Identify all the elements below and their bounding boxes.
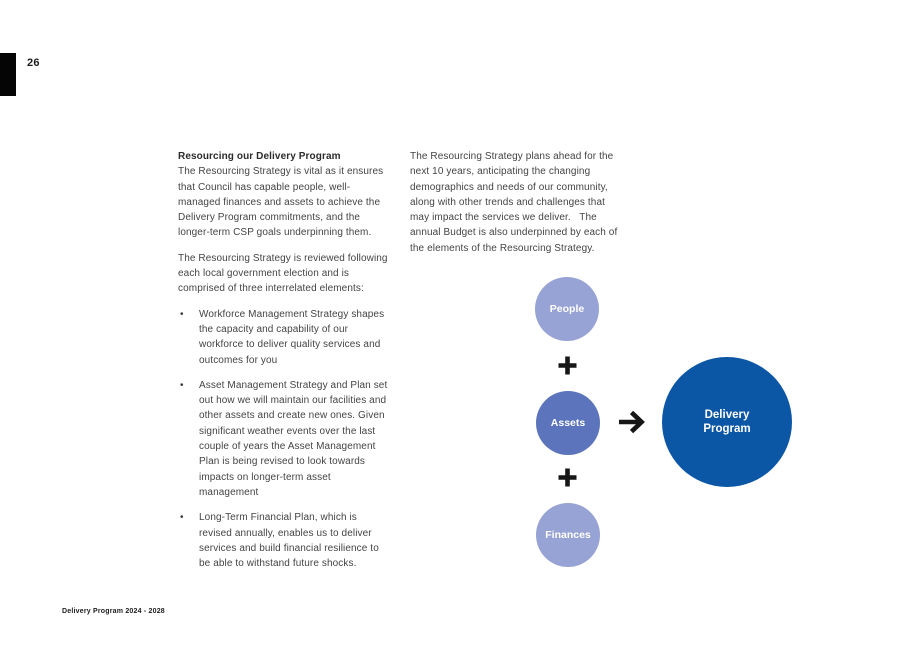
delivery-program-circle-label: Delivery Program: [703, 409, 751, 435]
paragraph: The Resourcing Strategy plans ahead for the next 10 years, anticipating the changing demographics and needs of our community, along with other trends and challenges that may impact the services we deliver. The annual Budget is also underpinned by each of the elements of the Resourcing Strategy.: [410, 151, 621, 254]
section-heading: Resourcing our Delivery Program: [178, 151, 341, 162]
right-text-column: [410, 149, 623, 266]
assets-circle-label: Assets: [550, 417, 586, 429]
page-number: 26: [27, 57, 40, 69]
paragraph: The Resourcing Strategy is reviewed following each local government election and is comprised of three interrelated elements:: [178, 252, 388, 295]
arrow-right-icon: [618, 410, 645, 439]
people-circle-label: People: [549, 303, 585, 315]
plus-icon: [557, 355, 578, 381]
section-edge-tab: [0, 53, 16, 96]
bullet-item-workforce: • Workforce Management Strategy shapes the capacity and capability of our workforce to deliver quality services and outcomes for you: [178, 307, 391, 368]
people-circle: [535, 277, 599, 341]
finances-circle-label: Finances: [545, 529, 591, 541]
assets-circle: [536, 391, 600, 455]
left-text-column: [178, 149, 391, 581]
finances-circle: [536, 503, 600, 567]
bullet-item-assets: • Asset Management Strategy and Plan set out how we will maintain our facilities and other assets and create new ones. Given significant weather events over the last couple of years the Asset Management Plan is being revised to look towards impacts on longer-term asset management: [178, 378, 391, 500]
bullet-list: [178, 307, 391, 572]
footer-document-title: Delivery Program 2024 - 2028: [62, 608, 165, 615]
plus-icon: [557, 467, 578, 493]
paragraph: The Resourcing Strategy is vital as it ensures that Council has capable people, well-managed finances and assets to achieve the Delivery Program commitments, and the longer-term CSP goals underpinning them.: [178, 166, 384, 239]
bullet-item-financial-plan: • Long-Term Financial Plan, which is revised annually, enables us to deliver services and build financial resilience to be able to withstand future shocks.: [178, 510, 391, 571]
delivery-program-circle: [662, 357, 792, 487]
